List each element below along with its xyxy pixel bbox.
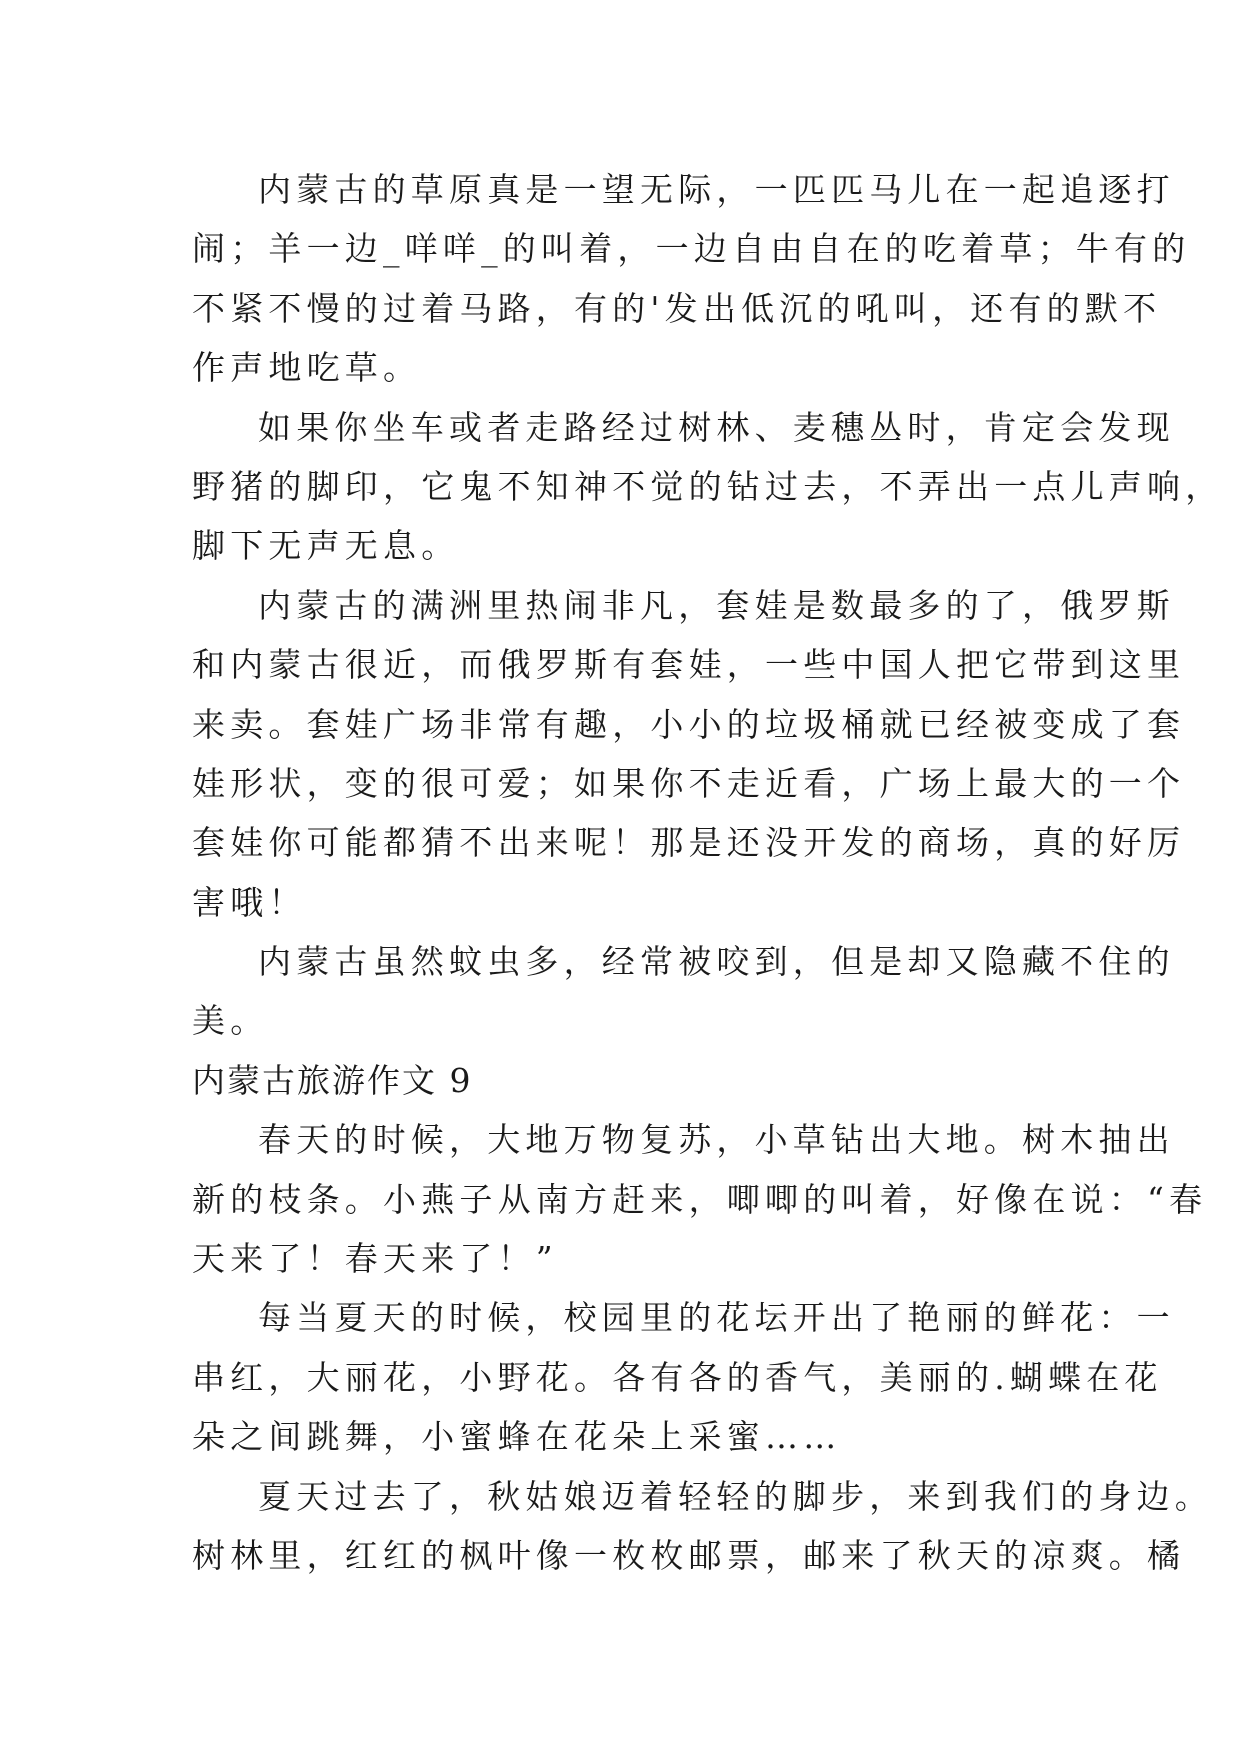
text-line: 害哦！ [192, 882, 307, 922]
text-line: 串红，大丽花，小野花。各有各的香气，美丽的.蝴蝶在花 [192, 1357, 1163, 1397]
text-line: 套娃你可能都猜不出来呢！那是还没开发的商场，真的好厉 [192, 823, 1186, 863]
text-line: 如果你坐车或者走路经过树林、麦穗丛时，肯定会发现 [258, 407, 1175, 447]
text-line: 娃形状，变的很可爱；如果你不走近看，广场上最大的一个 [192, 763, 1186, 803]
text-line: 来卖。套娃广场非常有趣，小小的垃圾桶就已经被变成了套 [192, 704, 1186, 744]
text-line: 内蒙古的满洲里热闹非凡，套娃是数最多的了，俄罗斯 [258, 585, 1175, 625]
text-line: 野猪的脚印，它鬼不知神不觉的钻过去，不弄出一点儿声响， [192, 466, 1224, 506]
text-line: 夏天过去了，秋姑娘迈着轻轻的脚步，来到我们的身边。 [258, 1476, 1213, 1516]
document-body [192, 160, 1224, 1585]
text-line: 作声地吃草。 [192, 348, 422, 388]
text-line: 新的枝条。小燕子从南方赶来，唧唧的叫着，好像在说：“春 [192, 1179, 1208, 1219]
text-line: 春天的时候，大地万物复苏，小草钻出大地。树木抽出 [258, 1120, 1175, 1160]
text-line: 内蒙古的草原真是一望无际，一匹匹马儿在一起追逐打 [258, 170, 1175, 209]
text-line: 天来了！春天来了！” [192, 1239, 558, 1279]
text-line: 美。 [192, 1001, 269, 1041]
text-line: 每当夏天的时候，校园里的花坛开出了艳丽的鲜花：一 [258, 1298, 1175, 1338]
text-line: 树林里，红红的枫叶像一枚枚邮票，邮来了秋天的凉爽。橘 [192, 1535, 1186, 1575]
text-line: 脚下无声无息。 [192, 526, 460, 566]
text-line: 闹；羊一边_咩咩_的叫着，一边自由自在的吃着草；牛有的 [192, 229, 1191, 269]
text-line: 和内蒙古很近，而俄罗斯有套娃，一些中国人把它带到这里 [192, 645, 1186, 685]
section-heading: 内蒙古旅游作文 9 [192, 1060, 473, 1100]
text-line: 内蒙古虽然蚊虫多，经常被咬到，但是却又隐藏不住的 [258, 942, 1175, 982]
text-line: 朵之间跳舞，小蜜蜂在花朵上采蜜…… [192, 1417, 842, 1457]
text-line: 不紧不慢的过着马路，有的'发出低沉的吼叫，还有的默不 [192, 288, 1162, 328]
